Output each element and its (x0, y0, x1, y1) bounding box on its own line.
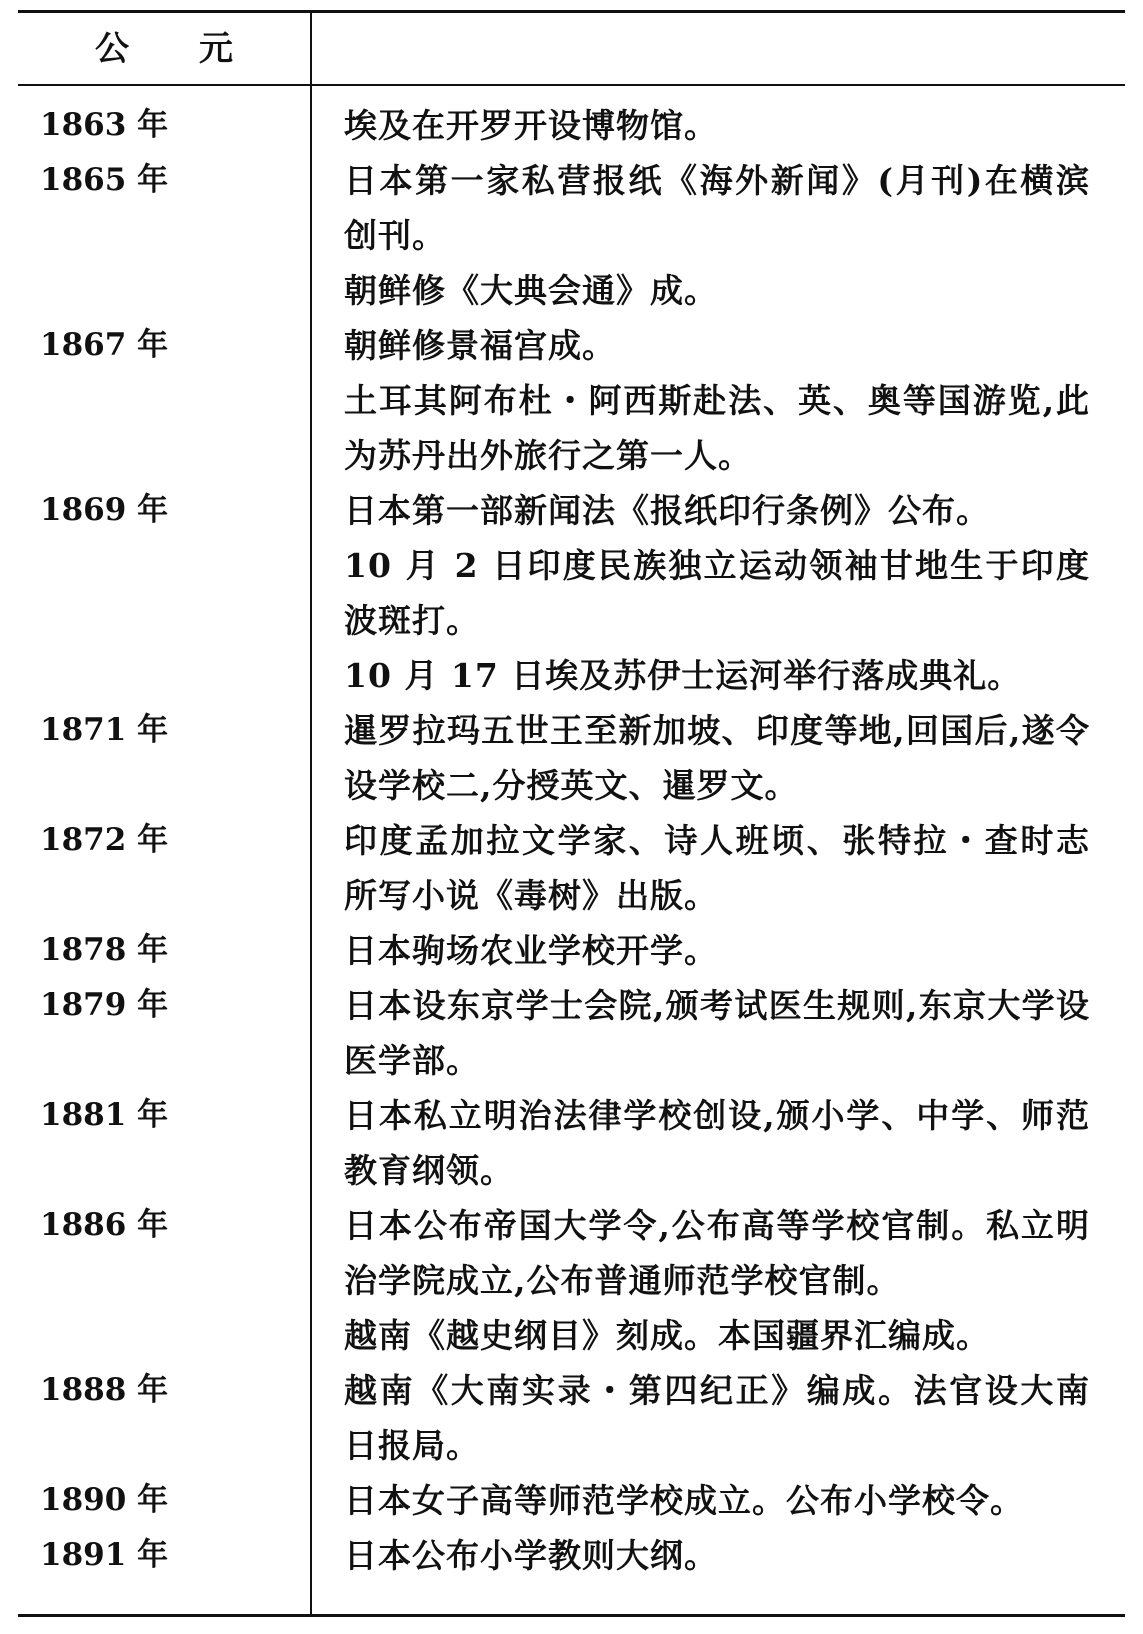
table-row (18, 978, 1125, 1088)
row-event: 暹罗拉玛五世王至新加坡、印度等地,回国后,遂令设学校二,分授英文、暹罗文。 (344, 711, 1090, 805)
row-year (18, 1308, 310, 1363)
row-event: 日本设东京学士会院,颁考试医生规则,东京大学设医学部。 (344, 986, 1090, 1080)
table-header-rule (18, 84, 1125, 86)
row-event: 朝鲜修《大典会通》成。 (344, 271, 718, 310)
row-year (18, 263, 310, 318)
table-row (18, 538, 1125, 648)
header-year-column: 公元 (95, 29, 303, 69)
row-year: 1865 年 (40, 162, 169, 198)
table-row (18, 923, 1125, 978)
table-row (18, 648, 1125, 703)
table-row (18, 813, 1125, 923)
row-year: 1888 年 (40, 1372, 169, 1408)
row-year (18, 373, 310, 483)
table-row (18, 153, 1125, 263)
table-body (18, 98, 1125, 1583)
row-event: 朝鲜修景福宫成。 (344, 326, 616, 365)
table-row (18, 1473, 1125, 1528)
row-year: 1871 年 (40, 712, 169, 748)
row-event: 日本女子高等师范学校成立。公布小学校令。 (344, 1481, 1024, 1520)
row-event: 日本公布帝国大学令,公布高等学校官制。私立明治学院成立,公布普通师范学校官制。 (344, 1206, 1090, 1300)
row-year: 1879 年 (40, 987, 169, 1023)
row-event: 日本第一部新闻法《报纸印行条例》公布。 (344, 491, 990, 530)
row-year: 1863 年 (40, 107, 169, 143)
row-event: 10 月 17 日埃及苏伊士运河举行落成典礼。 (344, 656, 1022, 695)
table-row (18, 1198, 1125, 1308)
table-row (18, 318, 1125, 373)
row-event: 日本私立明治法律学校创设,颁小学、中学、师范教育纲领。 (344, 1096, 1090, 1190)
table-row (18, 703, 1125, 813)
table-row (18, 98, 1125, 153)
table-row (18, 1088, 1125, 1198)
row-event: 日本第一家私营报纸《海外新闻》(月刊)在横滨创刊。 (344, 161, 1090, 255)
table-row (18, 1363, 1125, 1473)
row-event: 印度孟加拉文学家、诗人班顷、张特拉・查时志所写小说《毒树》出版。 (344, 821, 1090, 915)
chronology-table (18, 10, 1125, 1620)
table-row (18, 373, 1125, 483)
row-event: 越南《大南实录・第四纪正》编成。法官设大南日报局。 (344, 1371, 1090, 1465)
row-year (18, 648, 310, 703)
row-year: 1878 年 (40, 932, 169, 968)
row-event: 土耳其阿布杜・阿西斯赴法、英、奥等国游览,此为苏丹出外旅行之第一人。 (344, 381, 1090, 475)
row-year: 1881 年 (40, 1097, 169, 1133)
row-year: 1869 年 (40, 492, 169, 528)
row-event: 越南《越史纲目》刻成。本国疆界汇编成。 (344, 1316, 990, 1355)
table-row (18, 483, 1125, 538)
row-year (18, 538, 310, 648)
row-year: 1890 年 (40, 1482, 169, 1518)
row-event: 日本驹场农业学校开学。 (344, 931, 718, 970)
table-row (18, 1528, 1125, 1583)
row-year: 1867 年 (40, 327, 169, 363)
row-event: 10 月 2 日印度民族独立运动领袖甘地生于印度波斑打。 (344, 546, 1090, 640)
table-row (18, 1308, 1125, 1363)
table-top-rule (18, 10, 1125, 13)
table-row (18, 263, 1125, 318)
row-event: 埃及在开罗开设博物馆。 (344, 106, 718, 145)
row-year: 1891 年 (40, 1537, 169, 1573)
row-year: 1886 年 (40, 1207, 169, 1243)
table-bottom-rule (18, 1614, 1125, 1617)
row-year: 1872 年 (40, 822, 169, 858)
row-event: 日本公布小学教则大纲。 (344, 1536, 718, 1575)
